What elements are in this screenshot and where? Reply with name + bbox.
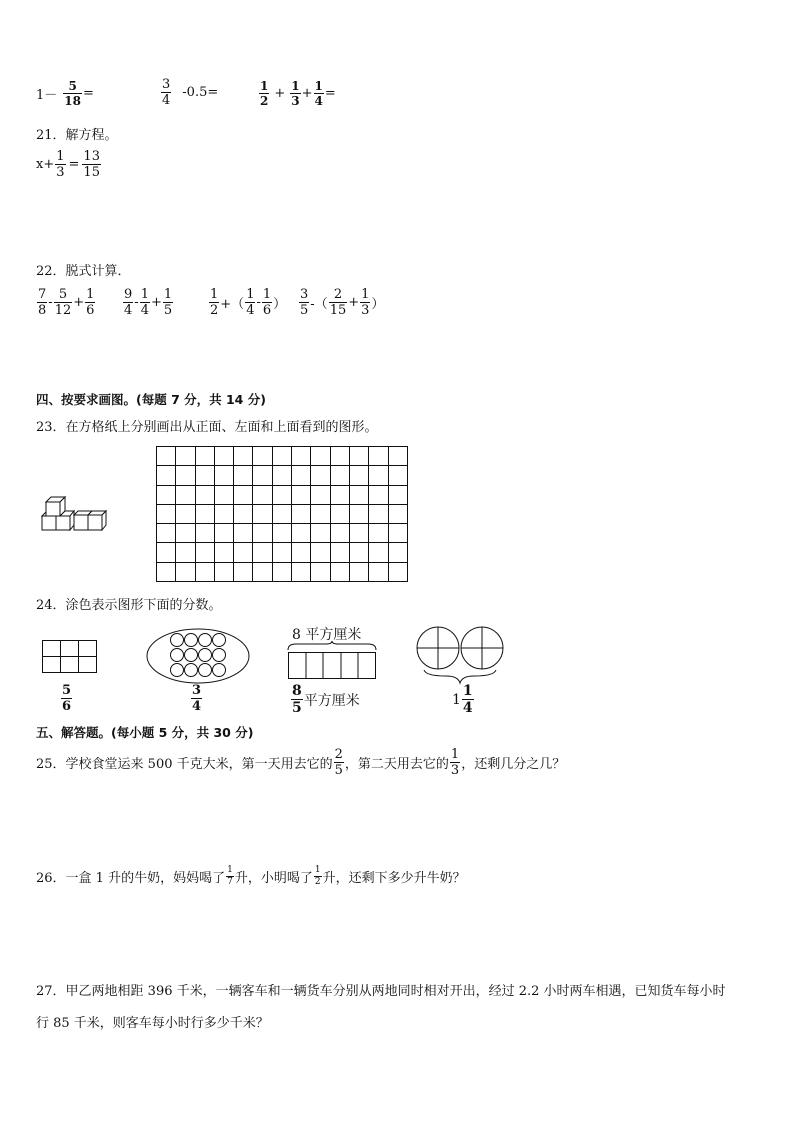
grid-row	[157, 504, 408, 523]
grid-cell[interactable]	[349, 485, 368, 504]
grid-cell[interactable]	[388, 447, 407, 466]
grid-cell[interactable]	[311, 466, 330, 485]
question-26: 26．一盒 1 升的牛奶，妈妈喝了 $\frac{1}{7}$ 升，小明喝了 $\frac{1}{2}$ 升，还剩下多少升牛奶？	[36, 865, 466, 887]
grid-cell[interactable]	[311, 485, 330, 504]
grid-cell[interactable]	[195, 447, 214, 466]
fig1-fraction: $\frac{5}{6}$	[62, 683, 72, 714]
grid-cell[interactable]	[292, 466, 311, 485]
grid-cell[interactable]	[234, 485, 253, 504]
grid-cell[interactable]	[311, 504, 330, 523]
grid-cell[interactable]	[349, 504, 368, 523]
grid-row	[157, 485, 408, 504]
grid-cell[interactable]	[292, 543, 311, 562]
question-22-expression-3	[208, 288, 286, 317]
question-21-equation	[36, 150, 102, 179]
grid-cell[interactable]	[272, 466, 291, 485]
grid-cell[interactable]	[388, 562, 407, 581]
grid-cell[interactable]	[369, 543, 388, 562]
grid-cell[interactable]	[369, 466, 388, 485]
grid-cell[interactable]	[195, 504, 214, 523]
operator: ）	[371, 297, 385, 312]
grid-cell[interactable]	[253, 543, 272, 562]
expr-text: 1－	[36, 88, 58, 103]
grid-cell[interactable]	[157, 504, 176, 523]
fraction: $\frac{1}{6}$	[262, 287, 272, 318]
grid-cell[interactable]	[176, 447, 195, 466]
grid-cell[interactable]	[195, 524, 214, 543]
grid-cell[interactable]	[330, 485, 349, 504]
fraction: $\frac{13}{15}$	[83, 149, 100, 180]
question-27-line-1: 27．甲乙两地相距 396 千米，一辆客车和一辆货车分别从两地同时相对开出，经过 2.2 小时两车相遇，已知货车每小时	[36, 984, 726, 999]
question-22-expression-4	[298, 288, 384, 317]
fraction: $\frac{1}{4}$	[314, 79, 323, 108]
grid-cell[interactable]	[253, 466, 272, 485]
grid-row	[157, 447, 408, 466]
grid-cell[interactable]	[176, 543, 195, 562]
fraction: $\frac{1}{3}$	[291, 79, 300, 108]
grid-cell[interactable]	[195, 562, 214, 581]
grid-cell[interactable]	[272, 504, 291, 523]
answer-grid[interactable]	[156, 446, 408, 582]
fraction: $\frac{3}{5}$	[300, 287, 309, 318]
grid-cell[interactable]	[388, 466, 407, 485]
fraction: $\frac{5}{18}$	[64, 79, 81, 108]
grid-row	[157, 562, 408, 581]
grid-cell[interactable]	[311, 562, 330, 581]
fig3-unit: 平方厘米	[303, 692, 360, 709]
grid-cell[interactable]	[388, 524, 407, 543]
grid-cell[interactable]	[292, 562, 311, 581]
fig3-top-label: 8 平方厘米	[292, 627, 362, 643]
fig4-mixed-number: 1 $\frac{1}{4}$	[452, 683, 473, 716]
fraction: $\frac{1}{4}$	[140, 287, 149, 318]
grid-cell[interactable]	[349, 562, 368, 581]
question-22-expression-1	[36, 288, 96, 317]
fraction: $\frac{1}{5}$	[163, 287, 173, 318]
grid-cell[interactable]	[330, 524, 349, 543]
fraction: $\frac{1}{6}$	[86, 287, 95, 318]
grid-cell[interactable]	[157, 543, 176, 562]
fraction: $\frac{7}{8}$	[38, 287, 47, 318]
fraction: $\frac{1}{2}$	[260, 79, 269, 108]
grid-cell[interactable]	[157, 485, 176, 504]
question-21-title: 21．解方程。	[36, 128, 118, 143]
question-22-expression-2	[122, 288, 174, 317]
operator: +（	[220, 297, 245, 312]
grid-cell[interactable]	[195, 485, 214, 504]
fraction: $\frac{5}{12}$	[54, 287, 72, 318]
grid-cell[interactable]	[330, 504, 349, 523]
section-5-title: 五、解答题。(每小题 5 分，共 30 分)	[36, 725, 254, 740]
grid-cell[interactable]	[234, 562, 253, 581]
operator: ）	[273, 297, 287, 312]
grid-cell[interactable]	[369, 504, 388, 523]
calc-expression-2	[160, 78, 218, 107]
grid-cell[interactable]	[369, 524, 388, 543]
cube-stack-figure	[40, 493, 120, 537]
grid-cell[interactable]	[214, 447, 233, 466]
question-23-title: 23．在方格纸上分别画出从正面、左面和上面看到的图形。	[36, 420, 378, 435]
grid-cell[interactable]	[349, 466, 368, 485]
fraction: $\frac{3}{4}$	[162, 77, 171, 108]
grid-cell[interactable]	[176, 524, 195, 543]
operator: -	[134, 295, 139, 310]
grid-cell[interactable]	[234, 524, 253, 543]
grid-cell[interactable]	[272, 524, 291, 543]
grid-cell[interactable]	[234, 504, 253, 523]
grid-cell[interactable]	[214, 485, 233, 504]
grid-cell[interactable]	[234, 466, 253, 485]
grid-cell[interactable]	[195, 466, 214, 485]
fig2-fraction: $\frac{3}{4}$	[192, 683, 202, 714]
grid-cell[interactable]	[349, 524, 368, 543]
grid-cell[interactable]	[292, 447, 311, 466]
grid-cell[interactable]	[330, 543, 349, 562]
grid-cell[interactable]	[292, 504, 311, 523]
fraction: $\frac{1}{4}$	[246, 287, 255, 318]
question-24-title: 24．涂色表示图形下面的分数。	[36, 598, 222, 613]
grid-cell[interactable]	[157, 524, 176, 543]
bar-five-parts-figure[interactable]	[286, 640, 378, 682]
fraction: $\frac{1}{3}$	[361, 287, 370, 318]
grid-cell[interactable]	[388, 485, 407, 504]
grid-cell[interactable]	[311, 447, 330, 466]
grid-cell[interactable]	[234, 543, 253, 562]
operator: =	[68, 157, 80, 172]
grid-cell[interactable]	[157, 466, 176, 485]
rectangle-six-parts-figure[interactable]	[42, 640, 98, 674]
operator: -	[256, 295, 261, 310]
fraction: $\frac{1}{7}$	[227, 865, 233, 887]
grid-cell[interactable]	[388, 504, 407, 523]
grid-cell[interactable]	[272, 543, 291, 562]
ellipse-twelve-circles-figure[interactable]	[146, 628, 250, 684]
grid-cell[interactable]	[214, 466, 233, 485]
grid-cell[interactable]	[292, 485, 311, 504]
grid-row	[157, 543, 408, 562]
fig3-fraction: $\frac{8}{5}$ 平方厘米	[292, 683, 360, 716]
grid-cell[interactable]	[292, 524, 311, 543]
grid-cell[interactable]	[253, 504, 272, 523]
grid-cell[interactable]	[176, 485, 195, 504]
grid-cell[interactable]	[311, 543, 330, 562]
operator: -（	[310, 297, 328, 312]
calc-expression-3	[258, 80, 336, 107]
grid-cell[interactable]	[330, 562, 349, 581]
fraction: $\frac{1}{2}$	[314, 865, 321, 887]
grid-cell[interactable]	[234, 447, 253, 466]
grid-cell[interactable]	[214, 562, 233, 581]
grid-cell[interactable]	[369, 562, 388, 581]
grid-cell[interactable]	[253, 524, 272, 543]
grid-cell[interactable]	[253, 447, 272, 466]
fraction: $\frac{1}{3}$	[56, 149, 65, 180]
two-circles-quarters-figure[interactable]	[414, 624, 508, 686]
grid-cell[interactable]	[176, 562, 195, 581]
grid-cell[interactable]	[272, 485, 291, 504]
grid-cell[interactable]	[214, 504, 233, 523]
operator: +	[150, 295, 162, 310]
fraction: $\frac{2}{5}$	[334, 747, 343, 778]
grid-cell[interactable]	[176, 504, 195, 523]
expr-text: x+	[36, 157, 55, 172]
expr-text: =	[82, 86, 94, 101]
fraction: $\frac{1}{2}$	[210, 287, 219, 318]
expr-text: =	[324, 86, 336, 101]
grid-cell[interactable]	[157, 447, 176, 466]
operator: -	[48, 295, 53, 310]
question-27-line-2: 行 85 千米，则客车每小时行多少千米？	[36, 1016, 269, 1031]
operator: +	[348, 295, 360, 310]
calc-expression-1	[36, 80, 94, 107]
grid-cell[interactable]	[214, 543, 233, 562]
fraction: $\frac{1}{3}$	[450, 747, 460, 778]
grid-cell[interactable]	[311, 524, 330, 543]
fraction: $\frac{9}{4}$	[124, 287, 133, 318]
grid-cell[interactable]	[176, 466, 195, 485]
grid-cell[interactable]	[272, 447, 291, 466]
grid-cell[interactable]	[195, 543, 214, 562]
grid-row	[157, 466, 408, 485]
fraction: $\frac{2}{15}$	[329, 287, 347, 318]
grid-cell[interactable]	[369, 447, 388, 466]
expr-text: -0.5=	[182, 85, 219, 100]
grid-cell[interactable]	[157, 562, 176, 581]
operator: +	[301, 86, 313, 101]
operator: +	[73, 295, 85, 310]
question-22-title: 22．脱式计算．	[36, 264, 131, 279]
section-4-title: 四、按要求画图。(每题 7 分，共 14 分)	[36, 392, 266, 407]
grid-cell[interactable]	[349, 447, 368, 466]
grid-cell[interactable]	[272, 562, 291, 581]
grid-cell[interactable]	[253, 562, 272, 581]
grid-row	[157, 524, 408, 543]
grid-cell[interactable]	[349, 543, 368, 562]
grid-cell[interactable]	[330, 447, 349, 466]
grid-cell[interactable]	[214, 524, 233, 543]
grid-cell[interactable]	[253, 485, 272, 504]
grid-cell[interactable]	[330, 466, 349, 485]
grid-cell[interactable]	[369, 485, 388, 504]
grid-cell[interactable]	[388, 543, 407, 562]
question-25: 25．学校食堂运来 500 千克大米，第一天用去它的 $\frac{2}{5}$ ，第二天用去它的 $\frac{1}{3}$ ，还剩几分之几？	[36, 747, 566, 778]
operator: +	[274, 86, 286, 101]
